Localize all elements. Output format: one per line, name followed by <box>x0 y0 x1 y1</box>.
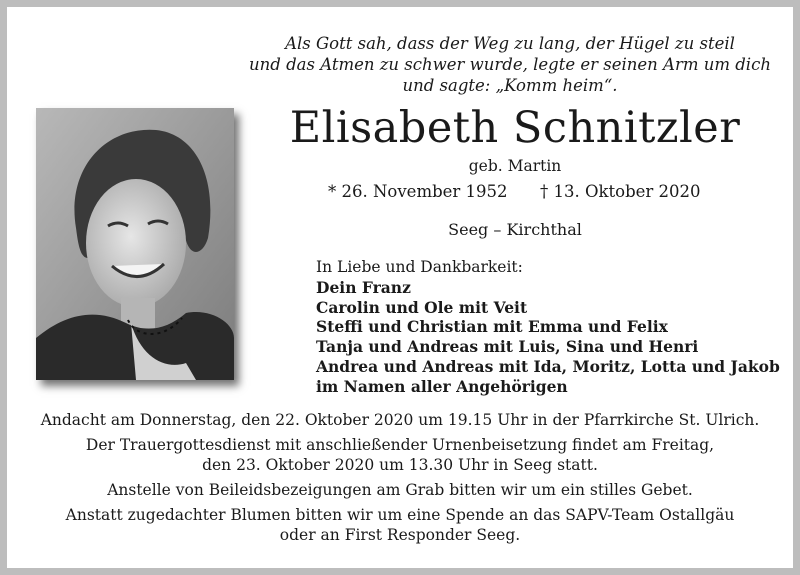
info-line: Der Trauergottesdienst mit anschließender Urnenbeisetzung findet am Freitag, <box>85 436 715 454</box>
home-places: Seeg – Kirchthal <box>448 220 582 239</box>
mourners-list <box>316 258 786 397</box>
mourner-entry: im Namen aller Angehörigen <box>316 376 568 396</box>
info-line: Andacht am Donnerstag, den 22. Oktober 2020 um 19.15 Uhr in der Pfarrkirche St. Ulrich. <box>40 411 760 429</box>
funeral-service-paragraph <box>14 435 786 475</box>
mourner-entry: Tanja und Andreas mit Luis, Sina und Henri <box>316 337 699 357</box>
mourner-entry: Andrea und Andreas mit Ida, Moritz, Lotta und Jakob <box>316 356 780 376</box>
mourner-entry: Dein Franz <box>316 277 411 297</box>
portrait-photo <box>36 108 234 380</box>
birth-date: * 26. November 1952 <box>328 182 508 201</box>
deceased-name: Elisabeth Schnitzler <box>289 103 741 153</box>
death-date: † 13. Oktober 2020 <box>540 182 701 201</box>
mourner-entry: Carolin und Ole mit Veit <box>316 297 528 317</box>
condolence-paragraph <box>14 480 786 500</box>
info-line: Anstelle von Beileidsbezeigungen am Grab bitten wir um ein stilles Gebet. <box>107 481 693 499</box>
donation-paragraph <box>14 505 786 545</box>
info-line: oder an First Responder Seeg. <box>279 526 521 544</box>
memorial-quote <box>230 33 790 96</box>
portrait-illustration <box>36 108 234 380</box>
mourner-entry: Steffi und Christian mit Emma und Felix <box>316 317 668 337</box>
info-line: Anstatt zugedachter Blumen bitten wir um eine Spende an das SAPV-Team Ostallgäu <box>65 506 735 524</box>
quote-line: und das Atmen zu schwer wurde, legte er seinen Arm um dich <box>249 55 771 74</box>
quote-line: und sagte: „Komm heim“. <box>402 76 618 95</box>
mourners-intro: In Liebe und Dankbarkeit: <box>316 258 523 276</box>
prayer-service-paragraph <box>14 410 786 430</box>
service-info <box>14 410 786 550</box>
info-line: den 23. Oktober 2020 um 13.30 Uhr in Seeg statt. <box>202 456 598 474</box>
quote-line: Als Gott sah, dass der Weg zu lang, der Hügel zu steil <box>285 34 735 53</box>
maiden-name: geb. Martin <box>468 157 562 175</box>
